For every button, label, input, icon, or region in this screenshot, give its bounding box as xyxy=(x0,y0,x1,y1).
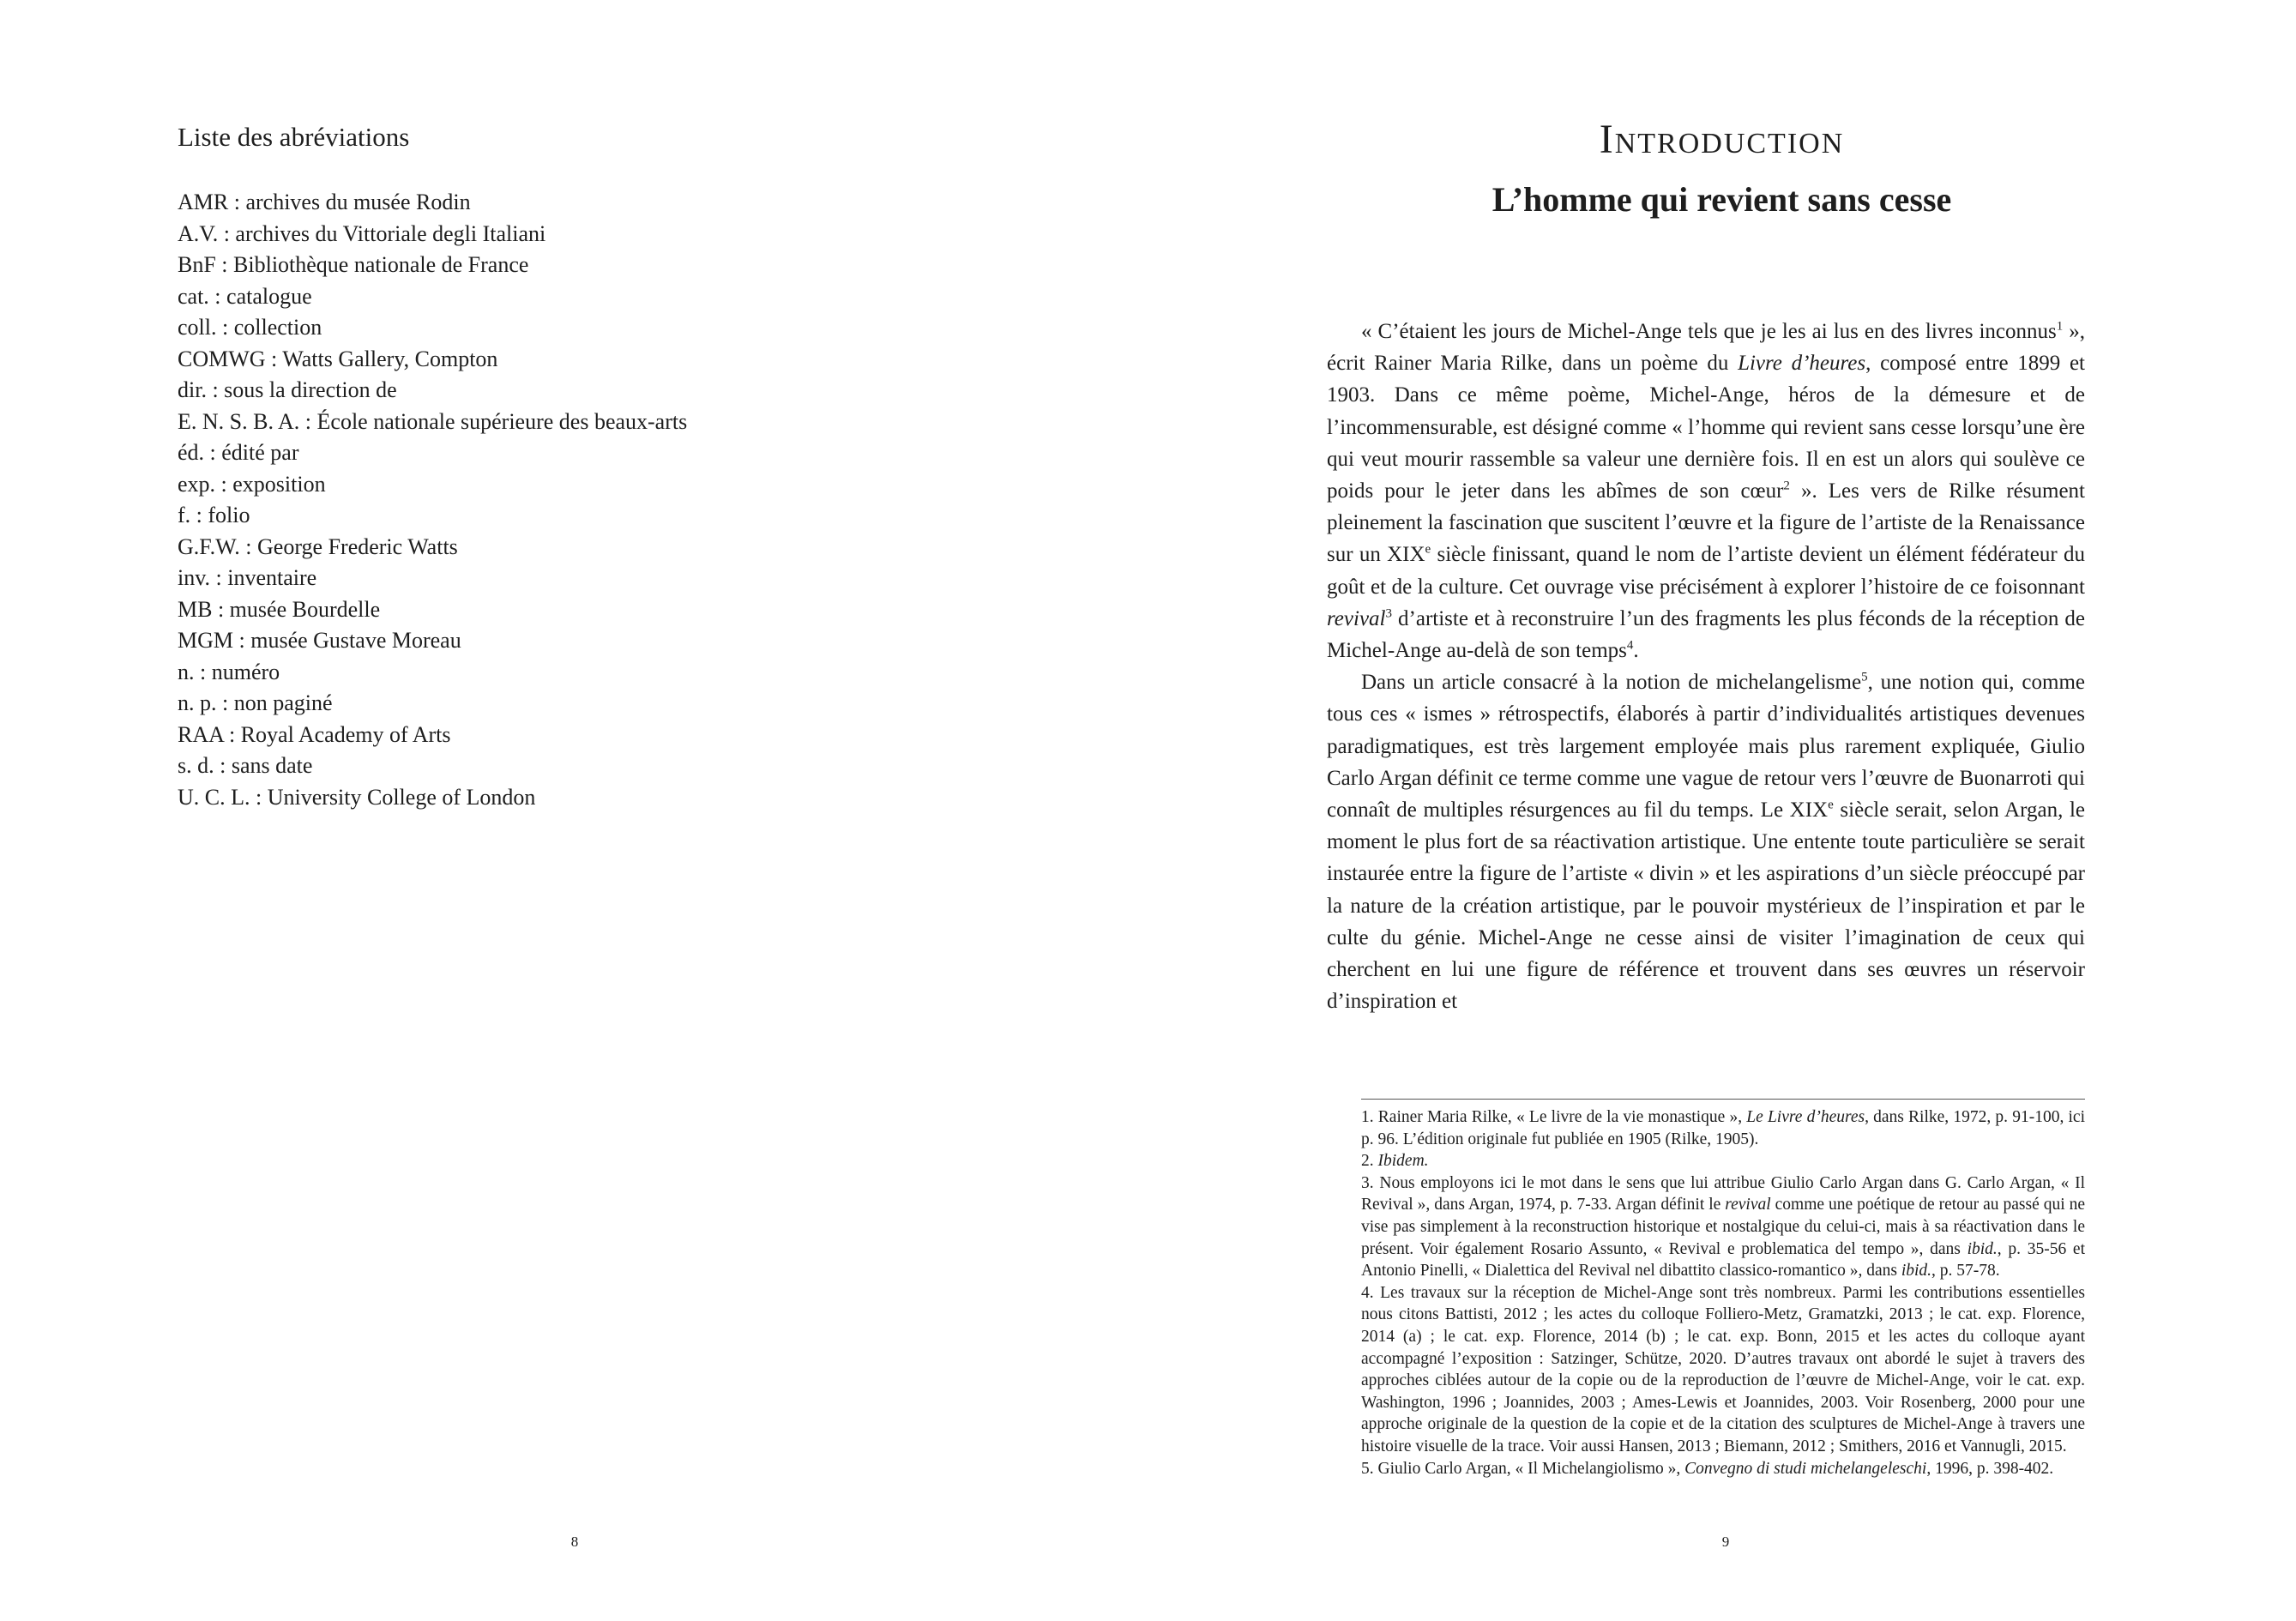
abbreviation-item: coll. : collection xyxy=(178,315,322,340)
text-run: , 1996, p. 398-402. xyxy=(1926,1459,2054,1478)
abbreviation-item: n. p. : non paginé xyxy=(178,690,333,715)
footnote-5 xyxy=(1361,1458,2085,1480)
italic-term: revival xyxy=(1725,1196,1771,1214)
text-run: 2. xyxy=(1361,1152,1378,1171)
abbreviation-item: MB : musée Bourdelle xyxy=(178,596,381,622)
century-superscript: e xyxy=(1425,543,1431,557)
abbreviation-item: n. : numéro xyxy=(178,659,280,684)
abbreviation-item: cat. : catalogue xyxy=(178,283,312,309)
book-title: Convegno di studi michelangeleschi xyxy=(1684,1459,1927,1478)
abbreviation-item: inv. : inventaire xyxy=(178,565,317,590)
text-run: d’artiste et à reconstruire l’un des fragments les plus féconds de la réception de Michel-Ange au-delà de son temps xyxy=(1327,606,2085,663)
text-run: comme une poétique de retour au passé qui ne vise pas simplement à la reconstruction historique et nostalgique du celui-ci, mais à sa réactivation dans le présent. Voir également Rosario Assunto, « Revival e problematica del tempo », dans xyxy=(1361,1196,2085,1258)
abbreviation-item: A.V. : archives du Vittoriale degli Italiani xyxy=(178,220,546,246)
abbreviation-item: s. d. : sans date xyxy=(178,753,313,778)
footnote-3 xyxy=(1361,1172,2085,1282)
text-run: ». Les vers de Rilke résument pleinement la fascination que suscitent l’œuvre et la figure de l’artiste de la Renaissance sur un XIX xyxy=(1327,479,2085,567)
abbreviation-item: BnF : Bibliothèque nationale de France xyxy=(178,252,529,277)
footnote-4: 4. Les travaux sur la réception de Michel-Ange sont très nombreux. Parmi les contributions essentielles nous citons Battisti, 2012 ; les actes du colloque Folliero-Metz, Gramatzki, 2013 ; le cat. exp. Florence, 2014 (a) ; le cat. exp. Florence, 2014 (b) ; le cat. exp. Bonn, 2015 et les actes du colloque ayant accompagné l’exposition : Satzinger, Schütze, 2020. D’autres travaux ont abordé le sujet à travers des approches ciblées autour de la copie ou de la reproduction de l’œuvre de Michel-Ange, voir le cat. exp. Washington, 1996 ; Joannides, 2003 ; Ames-Lewis et Joannides, 2003. Voir Rosenberg, 2000 pour une approche originale de la question de la copie et de la citation des sculptures de Michel-Ange à travers une histoire visuelle de la trace. Voir aussi Hansen, 2013 ; Biemann, 2012 ; Smithers, 2016 et Vannugli, 2015. xyxy=(1361,1283,2085,1455)
chapter-subtitle: L’homme qui revient sans cesse xyxy=(1491,180,1952,219)
text-run: siècle serait, selon Argan, le moment le plus fort de sa réactivation artistique. Une entente toute particulière se serait instaurée entre la figure de l’artiste « divin » et les aspirations d’un siècle préoccupé par la nature de la création artistique, par le pouvoir mystérieux de l’inspiration et par le culte du génie. Michel-Ange ne cesse ainsi de visiter l’imagination de ceux qui cherchent en lui une figure de référence et trouvent dans ses œuvres un réservoir d’inspiration et xyxy=(1327,798,2085,1014)
text-run: 3. Nous employons ici le mot dans le sens que lui attribue Giulio Carlo Argan dans G. Carlo Argan, « Il Revival », dans Argan, 1974, p. 7-33. Argan définit le xyxy=(1361,1173,2085,1214)
italic-term: revival xyxy=(1327,606,1386,630)
paragraph-1 xyxy=(1327,316,2085,666)
abbreviation-item: AMR : archives du musée Rodin xyxy=(178,190,471,214)
text-run: « C’étaient les jours de Michel-Ange tels que je les ai lus en des livres inconnus xyxy=(1361,320,2057,343)
paragraph-2 xyxy=(1327,666,2085,1017)
italic-term: Ibidem. xyxy=(1377,1152,1429,1171)
italic-term: ibid. xyxy=(1901,1262,1932,1281)
footnote-ref[interactable]: 4 xyxy=(1626,638,1634,653)
abbreviation-item: MGM : musée Gustave Moreau xyxy=(178,628,461,653)
footnote-separator xyxy=(1361,1099,2085,1100)
book-title: Le Livre d’heures xyxy=(1746,1108,1865,1126)
footnote-1 xyxy=(1361,1106,2085,1150)
footnote-ref[interactable]: 5 xyxy=(1861,670,1868,684)
footnotes xyxy=(1361,1106,2085,1479)
text-run: , une notion qui, comme tous ces « ismes » rétrospectifs, élaborés à partir d’individualités artistiques devenues paradigmatiques, est très largement employée mais plus rarement expliquée, Giulio Carlo Argan définit ce terme comme une vague de retour vers l’œuvre de Buonarroti qui connaît de multiples résurgences au fil du temps. Le XIX xyxy=(1327,671,2085,823)
text-run: Dans un article consacré à la notion de michelangelisme xyxy=(1361,671,1862,695)
abbreviation-item: dir. : sous la direction de xyxy=(178,377,397,402)
book-title: Livre d’heures xyxy=(1738,352,1866,376)
abbreviation-item: exp. : exposition xyxy=(178,471,326,497)
abbreviations-title: Liste des abréviations xyxy=(178,122,410,152)
abbreviation-item: RAA : Royal Academy of Arts xyxy=(178,721,451,747)
chapter-heading: Introduction xyxy=(1599,117,1845,162)
body-text xyxy=(1327,316,2085,1017)
text-run: . xyxy=(1633,639,1639,663)
text-run: , p. 57-78. xyxy=(1931,1262,2000,1281)
abbreviation-item: éd. : édité par xyxy=(178,440,299,465)
abbreviation-item: U. C. L. : University College of London xyxy=(178,784,536,810)
page-number-left: 8 xyxy=(570,1534,579,1550)
abbreviation-item: f. : folio xyxy=(178,503,250,527)
text-run: , dans Rilke, 1972, p. 91-100, ici p. 96. L’édition originale fut publiée en 1905 (Rilke, 1905). xyxy=(1361,1108,2085,1148)
footnote-2 xyxy=(1361,1150,2085,1172)
italic-term: ibid. xyxy=(1967,1239,1998,1258)
page-number-right: 9 xyxy=(1721,1534,1730,1550)
century-superscript: e xyxy=(1828,798,1834,812)
abbreviations-list xyxy=(178,187,881,813)
abbreviation-item: COMWG : Watts Gallery, Compton xyxy=(178,346,498,371)
text-run: , composé entre 1899 et 1903. Dans ce même poème, Michel-Ange, héros de la démesure et de l’incommensurable, est désigné comme « l’homme qui revient sans cesse lorsqu’une ère qui veut mourir rassemble sa valeur une dernière fois. Il en est un alors qui soulève ce poids pour le jeter dans les abîmes de son cœur xyxy=(1327,352,2085,503)
text-run: , p. 35-56 et Antonio Pinelli, « Dialettica del Revival nel dibattito classico-romantico », dans xyxy=(1361,1239,2085,1281)
abbreviation-item: E. N. S. B. A. : École nationale supérieure des beaux-arts xyxy=(178,408,688,434)
text-run: 1. Rainer Maria Rilke, « Le livre de la vie monastique », xyxy=(1361,1108,1747,1126)
abbreviation-item: G.F.W. : George Frederic Watts xyxy=(178,533,458,559)
footnote-ref[interactable]: 2 xyxy=(1783,479,1790,493)
text-run: 5. Giulio Carlo Argan, « Il Michelangiolismo », xyxy=(1361,1459,1685,1478)
footnote-ref[interactable]: 3 xyxy=(1385,606,1392,621)
footnote-ref[interactable]: 1 xyxy=(2056,319,2064,334)
text-run: », écrit Rainer Maria Rilke, dans un poème du xyxy=(1327,320,2086,376)
text-run: siècle finissant, quand le nom de l’artiste devient un élément fédérateur du goût et de la culture. Cet ouvrage vise précisément à explorer l’histoire de ce foisonnant xyxy=(1327,543,2085,599)
